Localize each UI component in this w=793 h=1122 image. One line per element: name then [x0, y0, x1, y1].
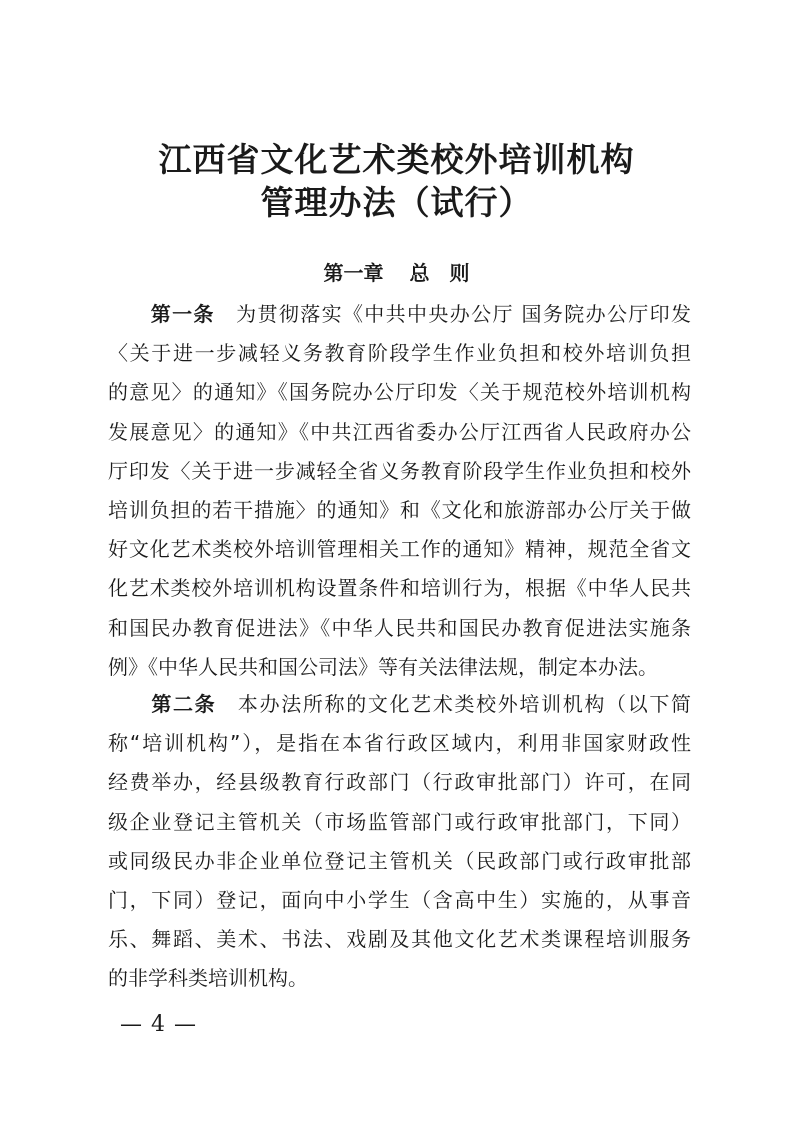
chapter-name: 总 则 — [409, 261, 470, 285]
article-2-line: 或同级民办非企业单位登记主管机关（民政部门或行政审批部 — [108, 848, 691, 873]
article-1-text: 为贯彻落实《中共中央办公厅 国务院办公厅印发 — [214, 302, 691, 326]
article-1 — [108, 295, 691, 687]
article-2-text: 本办法所称的文化艺术类校外培训机构（以下简 — [216, 692, 691, 716]
article-2-line: 乐、舞蹈、美术、书法、戏剧及其他文化艺术类课程培训服务 — [108, 927, 691, 952]
article-2-line: 经费举办，经县级教育行政部门（行政审批部门）许可，在同 — [108, 770, 691, 795]
article-2-line: 门，下同）登记，面向中小学生（含高中生）实施的，从事音 — [108, 887, 691, 912]
article-1-line: 化艺术类校外培训机构设置条件和培训行为，根据《中华人民共 — [108, 576, 691, 601]
article-1-line: 好文化艺术类校外培训管理相关工作的通知》精神，规范全省文 — [108, 537, 691, 562]
article-2-line: 级企业登记主管机关（市场监管部门或行政审批部门，下同） — [108, 809, 691, 834]
article-1-line: 例》《中华人民共和国公司法》等有关法律法规，制定本办法。 — [108, 654, 658, 679]
chapter-heading — [0, 258, 793, 288]
article-2-label: 第二条 — [151, 692, 217, 716]
article-1-line: 〈关于进一步减轻义务教育阶段学生作业负担和校外培训负担 — [108, 341, 691, 366]
page-number: — 4 — — [120, 1012, 197, 1037]
article-1-line: 和国民办教育促进法》《中华人民共和国民办教育促进法实施条 — [108, 615, 691, 640]
article-2-line: 的非学科类培训机构。 — [108, 966, 308, 991]
article-1-label: 第一条 — [150, 302, 215, 326]
article-2-line: 称“培训机构”），是指在本省行政区域内，利用非国家财政性 — [108, 731, 691, 756]
article-1-line: 的意见〉的通知》《国务院办公厅印发〈关于规范校外培训机构 — [108, 380, 691, 405]
chapter-number: 第一章 — [323, 261, 384, 285]
document-title-line2: 管理办法（试行） — [260, 183, 533, 222]
article-1-line: 培训负担的若干措施〉的通知》和《文化和旅游部办公厅关于做 — [108, 497, 691, 522]
article-2 — [108, 685, 691, 999]
document-title-line1: 江西省文化艺术类校外培训机构 — [158, 140, 635, 179]
article-1-line: 厅印发〈关于进一步减轻全省义务教育阶段学生作业负担和校外 — [108, 458, 691, 483]
article-1-line-0 — [108, 295, 691, 334]
article-1-line: 发展意见〉的通知》《中共江西省委办公厅江西省人民政府办公 — [108, 419, 691, 444]
article-2-line-0 — [108, 685, 691, 724]
